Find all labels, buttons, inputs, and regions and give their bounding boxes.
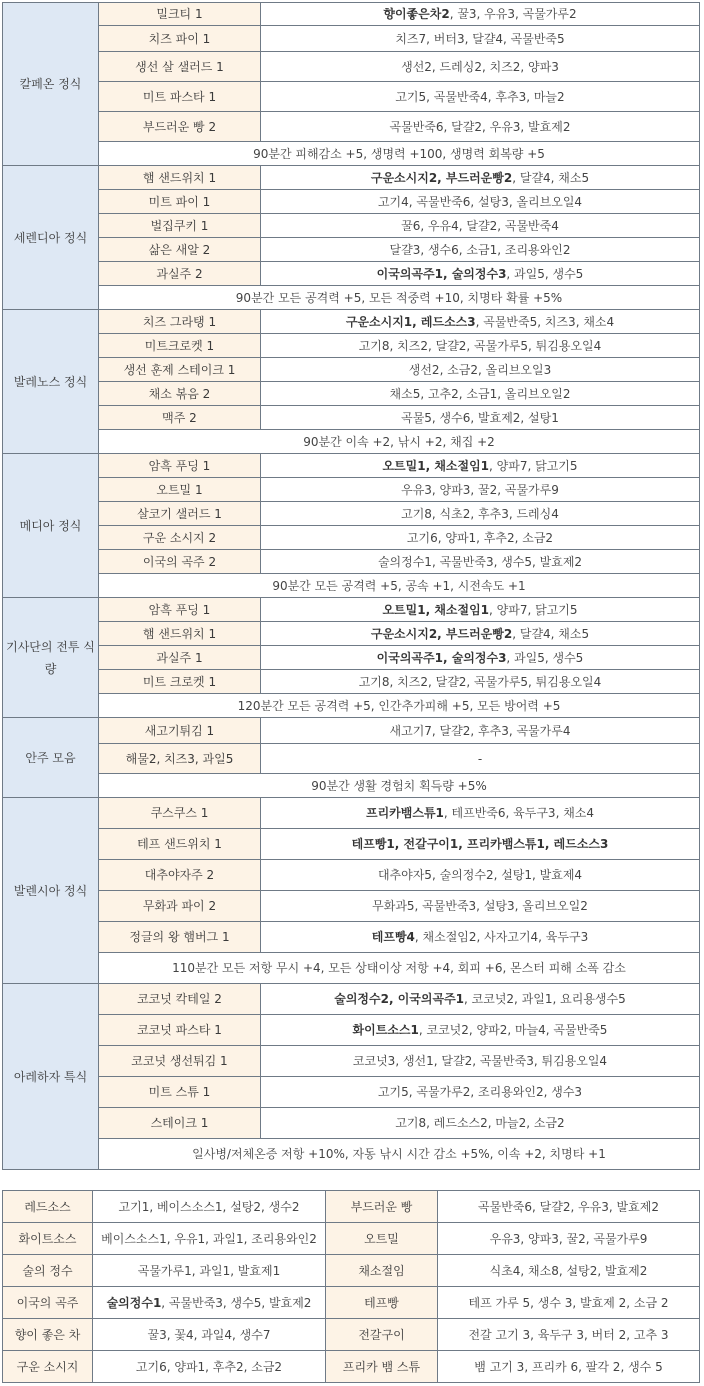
dish-ingredients: [261, 646, 700, 670]
key-ingredient-text: 화이트소스1: [352, 1023, 419, 1037]
material-ingredients: [93, 1351, 326, 1383]
dish-ingredients: [261, 502, 700, 526]
ingredient-text: , 곡물반죽5, 치즈3, 채소4: [475, 314, 615, 329]
material-name: 프리카 뱀 스튜: [326, 1351, 438, 1383]
ingredient-text: , 코코넛2, 양파2, 마늘4, 곡물반죽5: [418, 1023, 608, 1037]
key-ingredient-text: 구운소시지1, 레드소스3: [345, 314, 476, 329]
material-recipe-table: [2, 1190, 700, 1383]
effect-row: [3, 286, 700, 310]
ingredient-text: 코코넛3, 생선1, 달걀2, 곡물반죽3, 튀김용오일4: [352, 1054, 608, 1068]
ingredient-text: 꿀6, 우유4, 달걀2, 곡물반죽4: [401, 218, 559, 233]
dish-name: 미트 크로켓 1: [99, 670, 261, 694]
ingredient-text: 곡물5, 생수6, 발효제2, 설탕1: [401, 410, 559, 425]
dish-name: 부드러운 빵 2: [99, 112, 261, 142]
recipe-row: [3, 52, 700, 82]
ingredient-text: , 꿀3, 우유3, 곡물가루2: [449, 7, 577, 21]
dish-name: 코코넛 생선튀김 1: [99, 1046, 261, 1077]
dish-ingredients: [261, 598, 700, 622]
material-name: 이국의 곡주: [3, 1287, 93, 1319]
meal-set-name: 칼페온 정식: [3, 3, 99, 166]
material-name: 향이 좋은 차: [3, 1319, 93, 1351]
dish-name: 해물2, 치즈3, 과일5: [99, 744, 261, 774]
dish-ingredients: [261, 891, 700, 922]
dish-name: 밀크티 1: [99, 3, 261, 26]
material-row: [3, 1191, 700, 1223]
dish-ingredients: [261, 1046, 700, 1077]
recipe-row: [3, 310, 700, 334]
ingredient-text: , 달걀4, 채소5: [512, 626, 590, 641]
ingredient-text: 고기5, 곡물반죽4, 후추3, 마늘2: [395, 89, 565, 104]
ingredient-text: 고기8, 식초2, 후추3, 드레싱4: [401, 506, 559, 521]
effect-row: [3, 694, 700, 718]
recipe-row: [3, 744, 700, 774]
ingredient-text: 베이스소스1, 우유1, 과일1, 조리용와인2: [101, 1231, 317, 1246]
dish-name: 살코기 샐러드 1: [99, 502, 261, 526]
ingredient-text: 고기6, 양파1, 후추2, 소금2: [135, 1359, 283, 1374]
key-ingredient-text: 테프빵1, 전갈구이1, 프리카뱀스튜1, 레드소스3: [351, 837, 609, 851]
recipe-row: [3, 112, 700, 142]
dish-ingredients: [261, 478, 700, 502]
material-row: [3, 1223, 700, 1255]
meal-set-name: 기사단의 전투 식량: [3, 598, 99, 718]
recipe-row: [3, 334, 700, 358]
recipe-row: [3, 26, 700, 52]
material-row: [3, 1287, 700, 1319]
dish-name: 과실주 1: [99, 646, 261, 670]
dish-name: 벌집쿠키 1: [99, 214, 261, 238]
dish-name: 오트밀 1: [99, 478, 261, 502]
recipe-row: [3, 622, 700, 646]
ingredient-text: 생선2, 드레싱2, 치즈2, 양파3: [401, 59, 559, 74]
dish-ingredients: [261, 382, 700, 406]
dish-ingredients: [261, 860, 700, 891]
material-ingredients: [438, 1287, 700, 1319]
dish-name: 맥주 2: [99, 406, 261, 430]
meal-set-effect: 90분간 생활 경험치 획득량 +5%: [99, 774, 700, 798]
meal-set-name: 발레노스 정식: [3, 310, 99, 454]
ingredient-text: 치즈7, 버터3, 달걀4, 곡물반죽5: [395, 31, 565, 46]
material-ingredients: [93, 1287, 326, 1319]
material-name: 채소절임: [326, 1255, 438, 1287]
recipe-row: [3, 3, 700, 26]
dish-ingredients: [261, 1108, 700, 1139]
key-ingredient-text: 프리카뱀스튜1: [365, 806, 444, 820]
meal-set-effect: 일사병/저체온증 저항 +10%, 자동 낚시 시간 감소 +5%, 이속 +2, 치명타 +1: [99, 1139, 700, 1170]
ingredient-text: 새고기7, 달걀2, 후추3, 곡물가루4: [389, 723, 571, 738]
dish-ingredients: [261, 454, 700, 478]
ingredient-text: , 곡물반죽3, 생수5, 발효제2: [161, 1295, 312, 1310]
dish-ingredients: [261, 190, 700, 214]
recipe-row: [3, 1046, 700, 1077]
ingredient-text: , 양파7, 닭고기5: [489, 458, 578, 473]
dish-ingredients: [261, 3, 700, 26]
recipe-row: [3, 598, 700, 622]
recipe-row: [3, 406, 700, 430]
ingredient-text: 달걀3, 생수6, 소금1, 조리용와인2: [389, 242, 571, 257]
key-ingredient-text: 이국의곡주1, 술의정수3: [376, 266, 507, 281]
dish-ingredients: [261, 718, 700, 744]
dish-name: 코코넛 파스타 1: [99, 1015, 261, 1046]
material-ingredients: [93, 1223, 326, 1255]
key-ingredient-text: 향이좋은차2: [383, 7, 450, 21]
effect-row: [3, 574, 700, 598]
ingredient-text: , 과일5, 생수5: [506, 266, 584, 281]
material-ingredients: [438, 1223, 700, 1255]
ingredient-text: -: [477, 751, 483, 766]
meal-recipe-table: [2, 2, 700, 1170]
recipe-row: [3, 798, 700, 829]
dish-ingredients: [261, 670, 700, 694]
dish-name: 생선 훈제 스테이크 1: [99, 358, 261, 382]
material-name: 테프빵: [326, 1287, 438, 1319]
material-row: [3, 1255, 700, 1287]
key-ingredient-text: 오트밀1, 채소절임1: [382, 602, 490, 617]
dish-name: 테프 샌드위치 1: [99, 829, 261, 860]
ingredient-text: 전갈 고기 3, 육두구 3, 버터 2, 고추 3: [468, 1327, 669, 1342]
dish-ingredients: [261, 526, 700, 550]
dish-name: 햄 샌드위치 1: [99, 622, 261, 646]
effect-row: [3, 774, 700, 798]
dish-name: 햄 샌드위치 1: [99, 166, 261, 190]
dish-ingredients: [261, 52, 700, 82]
dish-name: 대추야자주 2: [99, 860, 261, 891]
dish-name: 정글의 왕 햄버그 1: [99, 922, 261, 953]
material-name: 부드러운 빵: [326, 1191, 438, 1223]
recipe-row: [3, 382, 700, 406]
ingredient-text: 고기4, 곡물반죽6, 설탕3, 올리브오일4: [377, 194, 583, 209]
dish-ingredients: [261, 1015, 700, 1046]
ingredient-text: 고기8, 치즈2, 달걀2, 곡물가루5, 튀김용오일4: [358, 674, 602, 689]
recipe-row: [3, 166, 700, 190]
meal-set-effect: 90분간 이속 +2, 낚시 +2, 채집 +2: [99, 430, 700, 454]
dish-ingredients: [261, 262, 700, 286]
material-ingredients: [438, 1255, 700, 1287]
dish-name: 치즈 그라탱 1: [99, 310, 261, 334]
key-ingredient-text: 술의정수1: [106, 1295, 162, 1310]
ingredient-text: 술의정수1, 곡물반죽3, 생수5, 발효제2: [377, 554, 583, 569]
recipe-row: [3, 82, 700, 112]
meal-set-name: 아레하자 특식: [3, 984, 99, 1170]
dish-name: 암흑 푸딩 1: [99, 454, 261, 478]
meal-set-name: 메디아 정식: [3, 454, 99, 598]
ingredient-text: , 코코넛2, 과일1, 요리용생수5: [464, 992, 626, 1006]
ingredient-text: 곡물가루1, 과일1, 발효제1: [137, 1263, 281, 1278]
dish-ingredients: [261, 238, 700, 262]
recipe-row: [3, 922, 700, 953]
effect-row: [3, 953, 700, 984]
dish-ingredients: [261, 829, 700, 860]
ingredient-text: 채소5, 고추2, 소금1, 올리브오일2: [389, 386, 571, 401]
recipe-row: [3, 454, 700, 478]
meal-set-effect: 110분간 모든 저항 무시 +4, 모든 상태이상 저항 +4, 회피 +6, 몬스터 피해 소폭 감소: [99, 953, 700, 984]
dish-name: 암흑 푸딩 1: [99, 598, 261, 622]
recipe-row: [3, 358, 700, 382]
material-name: 술의 정수: [3, 1255, 93, 1287]
ingredient-text: 테프 가루 5, 생수 3, 발효제 2, 소금 2: [468, 1295, 669, 1310]
recipe-row: [3, 478, 700, 502]
material-ingredients: [93, 1255, 326, 1287]
dish-name: 스테이크 1: [99, 1108, 261, 1139]
material-name: 레드소스: [3, 1191, 93, 1223]
dish-name: 삶은 새알 2: [99, 238, 261, 262]
dish-ingredients: [261, 310, 700, 334]
dish-ingredients: [261, 922, 700, 953]
key-ingredient-text: 구운소시지2, 부드러운빵2: [370, 626, 513, 641]
recipe-row: [3, 646, 700, 670]
dish-ingredients: [261, 744, 700, 774]
dish-ingredients: [261, 622, 700, 646]
dish-ingredients: [261, 112, 700, 142]
dish-name: 과실주 2: [99, 262, 261, 286]
dish-ingredients: [261, 166, 700, 190]
material-row: [3, 1351, 700, 1383]
ingredient-text: 무화과5, 곡물반죽3, 설탕3, 올리브오일2: [372, 899, 588, 913]
ingredient-text: 고기5, 곡물가루2, 조리용와인2, 생수3: [377, 1085, 583, 1099]
recipe-row: [3, 1077, 700, 1108]
recipe-row: [3, 1108, 700, 1139]
material-name: 화이트소스: [3, 1223, 93, 1255]
dish-ingredients: [261, 358, 700, 382]
ingredient-text: 곡물반죽6, 달걀2, 우유3, 발효제2: [389, 119, 571, 134]
dish-name: 치즈 파이 1: [99, 26, 261, 52]
ingredient-text: 고기6, 양파1, 후추2, 소금2: [406, 530, 554, 545]
material-ingredients: [438, 1191, 700, 1223]
ingredient-text: 식초4, 채소8, 설탕2, 발효제2: [489, 1263, 648, 1278]
ingredient-text: 생선2, 소금2, 올리브오일3: [408, 362, 552, 377]
recipe-row: [3, 526, 700, 550]
dish-name: 미트 파스타 1: [99, 82, 261, 112]
ingredient-text: , 테프반죽6, 육두구3, 채소4: [443, 806, 595, 820]
ingredient-text: 고기8, 치즈2, 달걀2, 곡물가루5, 튀김용오일4: [358, 338, 602, 353]
material-ingredients: [438, 1319, 700, 1351]
effect-row: [3, 142, 700, 166]
material-ingredients: [93, 1191, 326, 1223]
effect-row: [3, 430, 700, 454]
material-row: [3, 1319, 700, 1351]
material-name: 전갈구이: [326, 1319, 438, 1351]
dish-name: 무화과 파이 2: [99, 891, 261, 922]
dish-name: 쿠스쿠스 1: [99, 798, 261, 829]
material-ingredients: [93, 1319, 326, 1351]
dish-ingredients: [261, 550, 700, 574]
recipe-row: [3, 214, 700, 238]
dish-ingredients: [261, 334, 700, 358]
dish-name: 코코넛 칵테일 2: [99, 984, 261, 1015]
recipe-row: [3, 670, 700, 694]
dish-name: 생선 살 샐러드 1: [99, 52, 261, 82]
recipe-row: [3, 984, 700, 1015]
ingredient-text: , 달걀4, 채소5: [512, 170, 590, 185]
key-ingredient-text: 테프빵4: [371, 930, 415, 944]
dish-name: 미트 스튜 1: [99, 1077, 261, 1108]
dish-ingredients: [261, 214, 700, 238]
recipe-row: [3, 718, 700, 744]
dish-name: 채소 볶음 2: [99, 382, 261, 406]
recipe-row: [3, 829, 700, 860]
material-ingredients: [438, 1351, 700, 1383]
meal-set-name: 안주 모음: [3, 718, 99, 798]
dish-name: 구운 소시지 2: [99, 526, 261, 550]
recipe-row: [3, 502, 700, 526]
effect-row: [3, 1139, 700, 1170]
recipe-row: [3, 238, 700, 262]
recipe-row: [3, 891, 700, 922]
ingredient-text: , 과일5, 생수5: [506, 650, 584, 665]
material-name: 구운 소시지: [3, 1351, 93, 1383]
meal-set-name: 세렌디아 정식: [3, 166, 99, 310]
ingredient-text: 곡물반죽6, 달걀2, 우유3, 발효제2: [478, 1199, 659, 1214]
recipe-row: [3, 860, 700, 891]
ingredient-text: 대추야자5, 술의정수2, 설탕1, 발효제4: [377, 868, 583, 882]
meal-set-effect: 90분간 피해감소 +5, 생명력 +100, 생명력 회복량 +5: [99, 142, 700, 166]
material-name: 오트밀: [326, 1223, 438, 1255]
meal-set-name: 발렌시아 정식: [3, 798, 99, 984]
dish-ingredients: [261, 26, 700, 52]
ingredient-text: 고기8, 레드소스2, 마늘2, 소금2: [395, 1116, 565, 1130]
ingredient-text: 우유3, 양파3, 꿀2, 곡물가루9: [489, 1231, 648, 1246]
ingredient-text: 뱀 고기 3, 프리카 6, 팔각 2, 생수 5: [474, 1359, 663, 1374]
meal-set-effect: 90분간 모든 공격력 +5, 모든 적중력 +10, 치명타 확률 +5%: [99, 286, 700, 310]
dish-ingredients: [261, 984, 700, 1015]
dish-name: 미트크로켓 1: [99, 334, 261, 358]
key-ingredient-text: 오트밀1, 채소절임1: [382, 458, 490, 473]
recipe-row: [3, 190, 700, 214]
ingredient-text: 꿀3, 꽃4, 과일4, 생수7: [147, 1327, 271, 1342]
ingredient-text: 우유3, 양파3, 꿀2, 곡물가루9: [401, 482, 559, 497]
dish-ingredients: [261, 82, 700, 112]
dish-name: 미트 파이 1: [99, 190, 261, 214]
recipe-row: [3, 1015, 700, 1046]
dish-name: 이국의 곡주 2: [99, 550, 261, 574]
key-ingredient-text: 술의정수2, 이국의곡주1: [334, 992, 465, 1006]
recipe-row: [3, 262, 700, 286]
meal-set-effect: 90분간 모든 공격력 +5, 공속 +1, 시전속도 +1: [99, 574, 700, 598]
dish-ingredients: [261, 406, 700, 430]
key-ingredient-text: 구운소시지2, 부드러운빵2: [370, 170, 513, 185]
dish-ingredients: [261, 1077, 700, 1108]
meal-set-effect: 120분간 모든 공격력 +5, 인간추가피해 +5, 모든 방어력 +5: [99, 694, 700, 718]
ingredient-text: , 채소절임2, 사자고기4, 육두구3: [414, 930, 589, 944]
dish-ingredients: [261, 798, 700, 829]
key-ingredient-text: 이국의곡주1, 술의정수3: [376, 650, 507, 665]
recipe-row: [3, 550, 700, 574]
dish-name: 새고기튀김 1: [99, 718, 261, 744]
ingredient-text: 고기1, 베이스소스1, 설탕2, 생수2: [118, 1199, 300, 1214]
ingredient-text: , 양파7, 닭고기5: [489, 602, 578, 617]
